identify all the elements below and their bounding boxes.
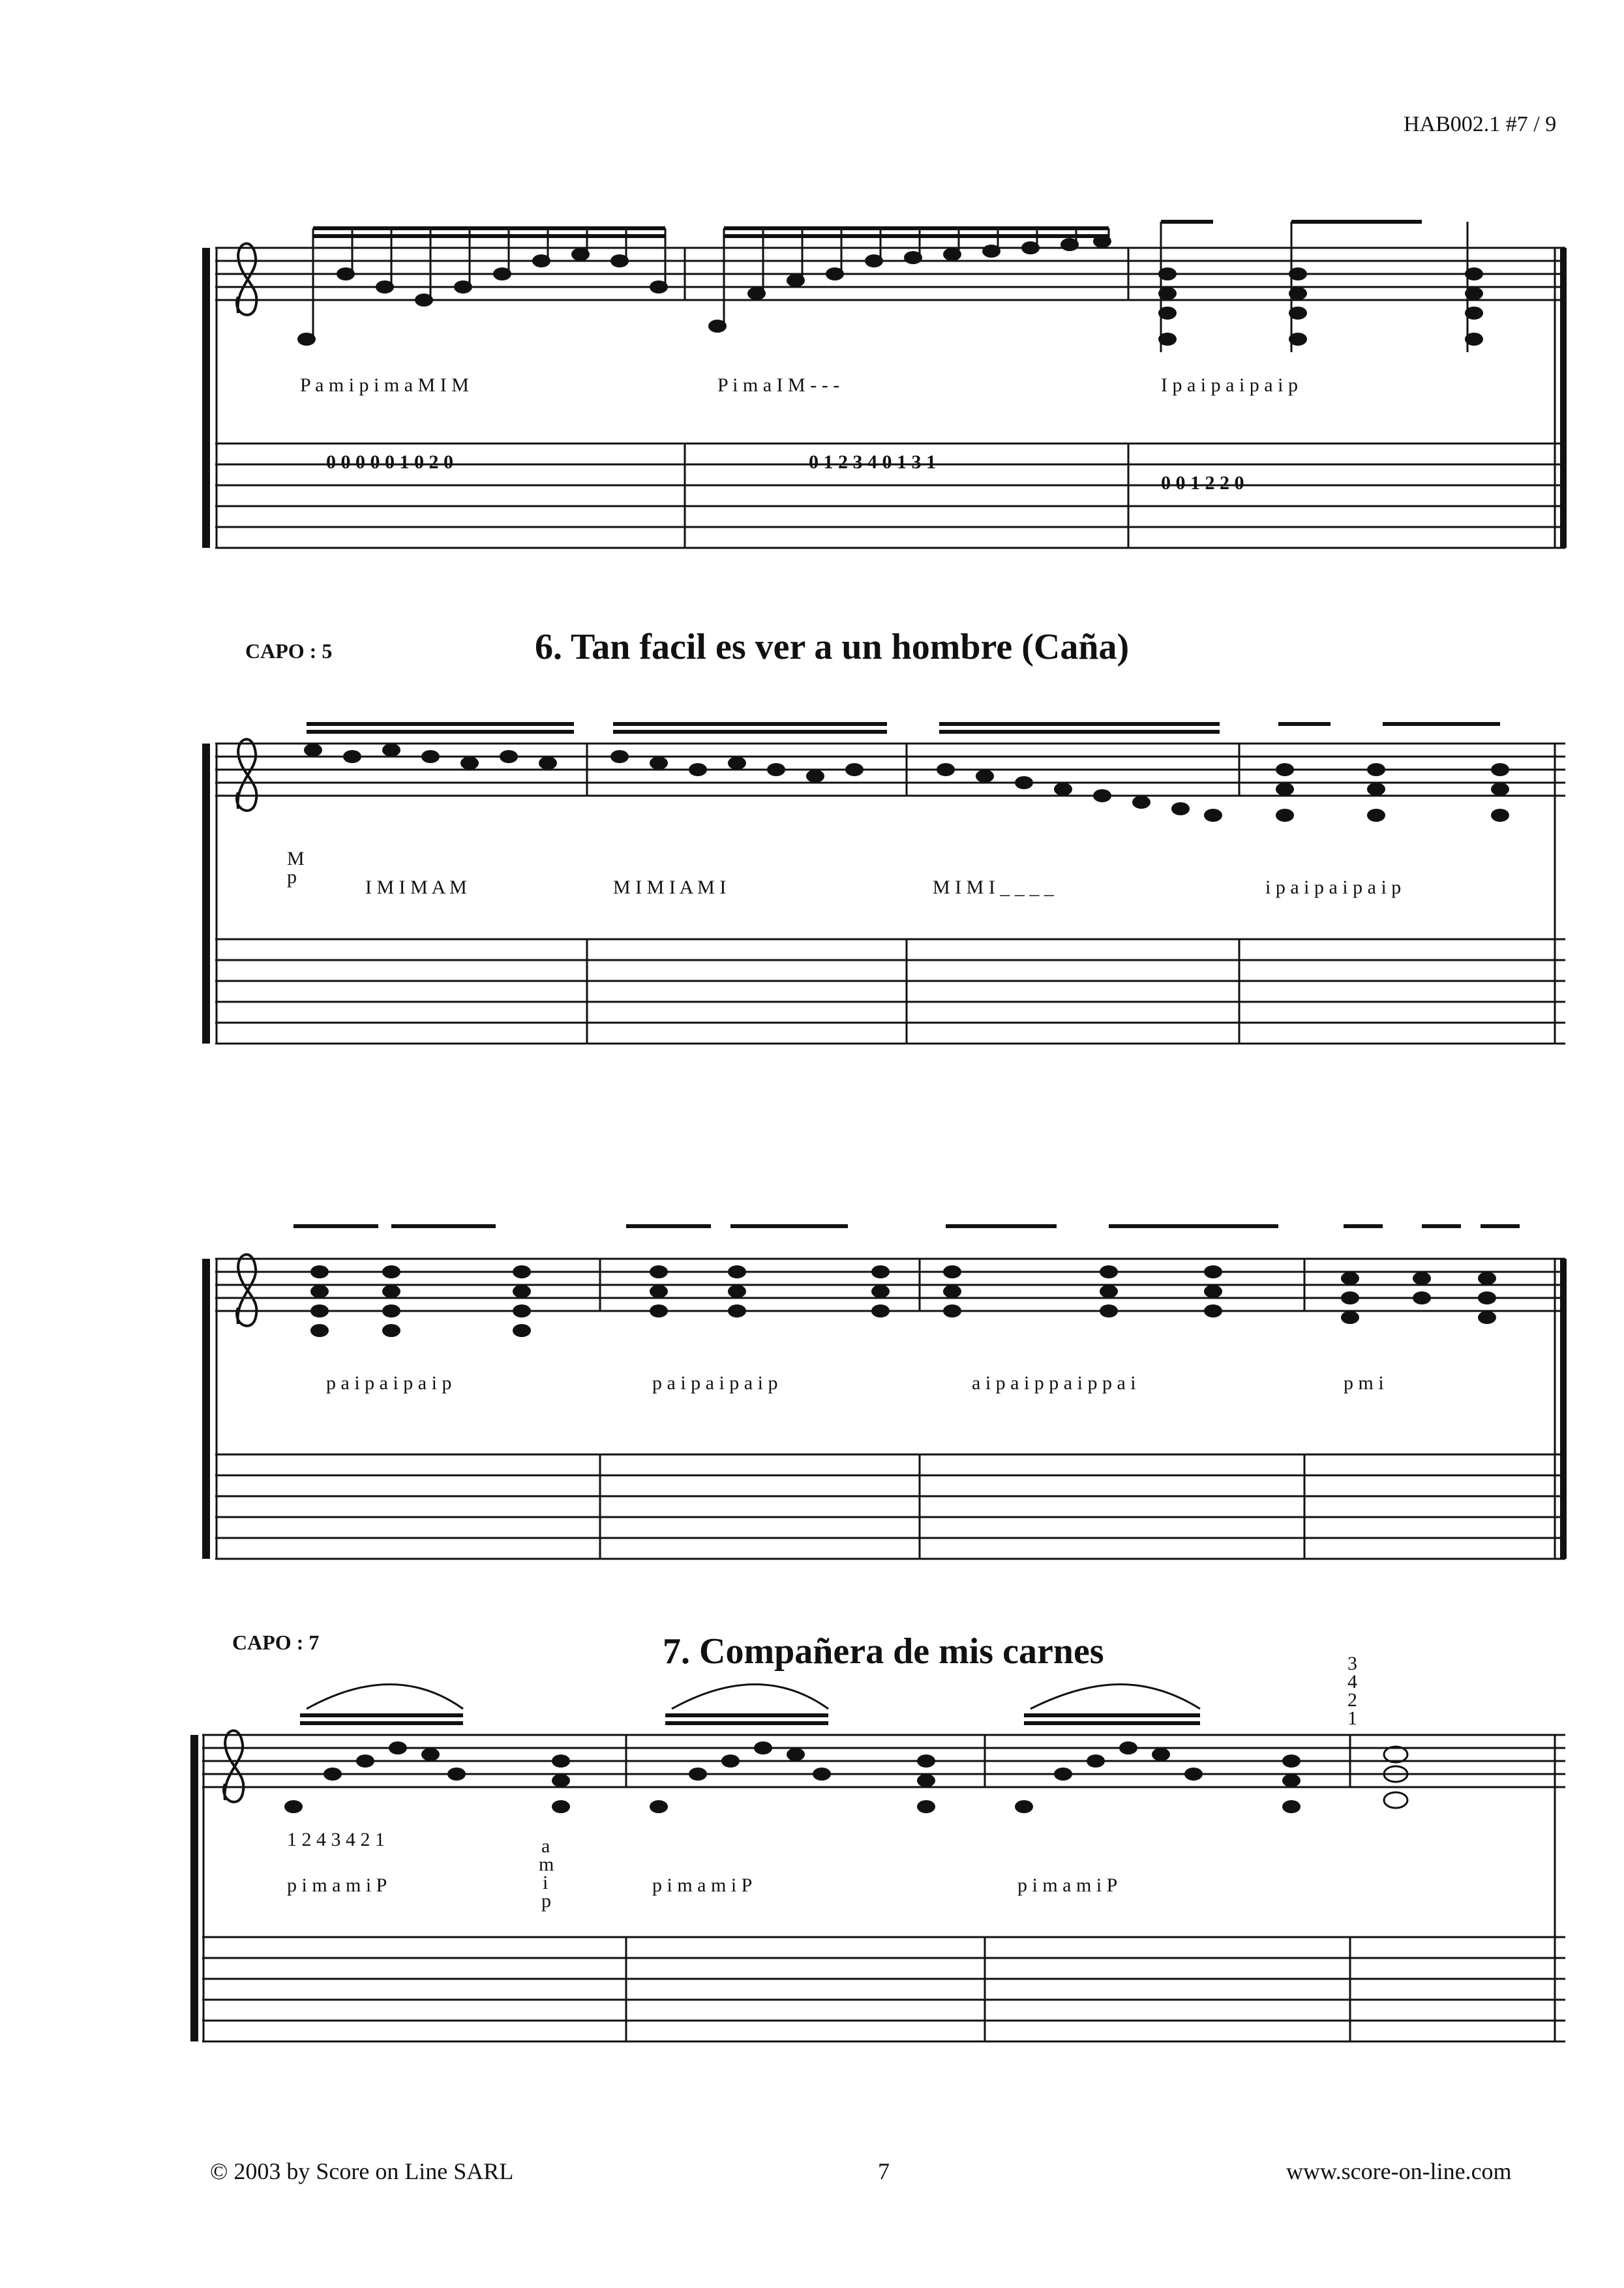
tab-staff-3	[215, 1454, 1565, 1559]
staff-3	[215, 1259, 1565, 1311]
piece-title-6: 6. Tan facil es ver a un hombre (Caña)	[535, 627, 1130, 667]
chord-finger-1: 1	[1347, 1708, 1357, 1729]
fingering-s1-m1: P a m i p i m a M I M	[300, 374, 469, 396]
notes-system-4	[300, 1685, 1200, 1724]
tab-staff-2	[215, 939, 1565, 1044]
tab-s1-m2: 0 1 2 3 4 0 1 3 1	[809, 451, 936, 473]
fingering-s1-m2: P i m a I M - - -	[717, 374, 840, 396]
capo-label-2: CAPO : 7	[232, 1631, 320, 1654]
tab-s1-m3: 0 0 1 2 2 0	[1161, 472, 1244, 494]
fingering-s2-m3: M I M I _ _ _ _	[933, 877, 1054, 898]
chord-finger-2: 2	[1347, 1689, 1357, 1711]
fingering-s2-m1: I M I M A M	[365, 877, 467, 898]
copyright-notice: © 2003 by Score on Line SARL	[210, 2158, 514, 2184]
fingering-s3-m3: a i p a i p p a i p p a i	[972, 1372, 1136, 1394]
notes-system-2	[307, 724, 1500, 732]
notes-measure-1	[313, 228, 665, 339]
fingering-s2-p: p	[287, 866, 297, 888]
staff-4	[202, 1735, 1565, 1787]
fingering-s3-m1: p a i p a i p a i p	[326, 1372, 452, 1394]
staff-1	[215, 248, 1565, 300]
piece-title-7: 7. Compañera de mis carnes	[663, 1631, 1104, 1672]
fingering-s2-m2: M I M I A M I	[613, 877, 727, 898]
stack-p: p	[541, 1890, 551, 1912]
tab-staff-4	[202, 1937, 1565, 2041]
fingering-s2-m4: i p a i p a i p a i p	[1265, 877, 1402, 898]
fingering-s4-m2: p i m a m i P	[652, 1874, 753, 1896]
stack-m: m	[539, 1854, 554, 1875]
fingering-s3-m4: p m i	[1344, 1372, 1384, 1394]
staff-2	[215, 744, 1565, 796]
noteheads-1	[297, 235, 1483, 346]
left-hand-fingering-s4: 1 2 4 3 4 2 1	[287, 1829, 385, 1850]
fingering-s4-m3: p i m a m i P	[1017, 1874, 1118, 1896]
fingering-s1-m3: I p a i p a i p a i p	[1161, 374, 1298, 396]
fingering-s4-m1: p i m a m i P	[287, 1874, 387, 1896]
system-4	[190, 1685, 1565, 2042]
notes-measure-2	[724, 228, 1109, 326]
stack-a: a	[541, 1835, 550, 1857]
stack-i: i	[543, 1872, 549, 1893]
chord-finger-4: 4	[1347, 1671, 1357, 1693]
fingering-s2-m: M	[287, 848, 305, 869]
fingering-s3-m2: p a i p a i p a i p	[652, 1372, 778, 1394]
tab-s1-m1: 0 0 0 0 0 1 0 2 0	[326, 451, 453, 473]
page-number: 7	[878, 2158, 890, 2184]
chord-finger-3: 3	[1347, 1653, 1357, 1674]
website-url: www.score-on-line.com	[1286, 2158, 1512, 2184]
capo-label-1: CAPO : 5	[245, 639, 333, 663]
